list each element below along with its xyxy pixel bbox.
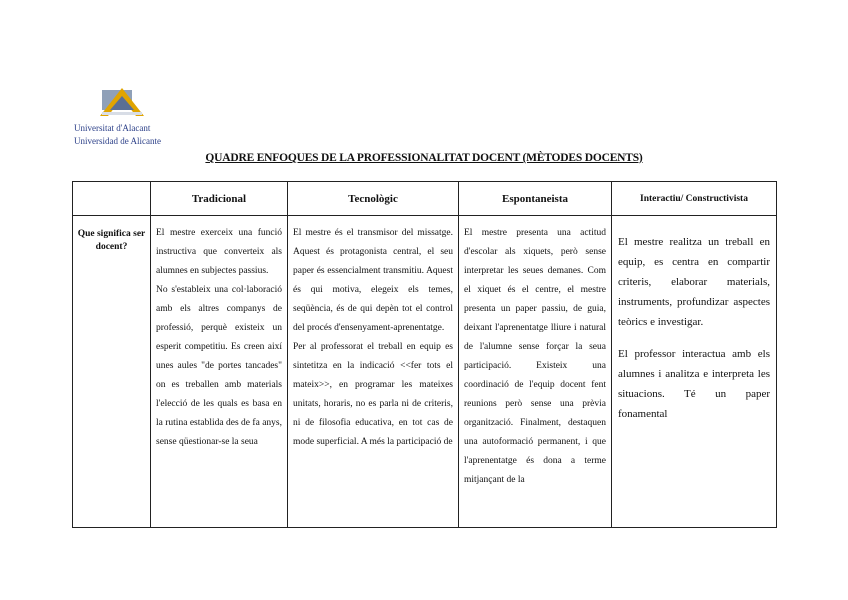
methods-table <box>72 181 777 528</box>
cell-paragraph: El mestre realitza un treball en equip, es centra en compartir criteris, elaborar materials, instruments, profundizar aspectes teòrics e investigar. <box>618 236 770 328</box>
table-header-row <box>73 182 777 216</box>
header-tradicional: Tradicional <box>151 182 288 216</box>
cell-paragraph: Per al professorat el treball en equip es sintetitza en la indicació <<fer tots el mateix>>, en programar les mateixes unitats, horaris, no es parla ni de criteris, ni de filosofia educativa, en tot cas de mode superficial. A més la participació de <box>293 342 453 447</box>
cell-paragraph: No s'estableix una col·laboració amb els altres companys de professió, perquè existeix un esperit competitiu. Es creen així unes aules "de portes tancades" on es treballen amb materials l'elecció de les quals es basa en la rutina establida des de fa anys, sense qüestionar-se la seua <box>156 285 282 447</box>
cell-paragraph: El professor interactua amb els alumnes i analitza e interpreta les situacions. Té un paper fonamental <box>618 348 770 420</box>
header-interactiu: Interactiu/ Constructivista <box>612 182 777 216</box>
university-name-ca: Universitat d'Alacant <box>74 123 151 133</box>
university-logo-icon <box>98 82 146 120</box>
cell-espontaneista <box>459 216 612 528</box>
document-title: QUADRE ENFOQUES DE LA PROFESSIONALITAT DOCENT (MÈTODES DOCENTS) <box>205 152 643 164</box>
cell-paragraph: El mestre exerceix una funció instructiva que converteix als alumnes en subjectes passius. <box>156 228 282 276</box>
cell-tecnologic <box>288 216 459 528</box>
header-tecnologic: Tecnològic <box>288 182 459 216</box>
cell-paragraph: El mestre és el transmisor del missatge. Aquest és protagonista central, el seu paper és essencialment transmitiu. Aquest és qui motiva, elegeix els temes, seqüència, és de qui depèn tot el control del procés d'ensenyament-aprenentatge. <box>293 228 453 333</box>
table-row <box>73 216 777 528</box>
university-name-es: Universidad de Alicante <box>74 136 161 146</box>
row-label: Que significa ser docent? <box>73 216 151 528</box>
cell-interactiu <box>612 216 777 528</box>
header-empty <box>73 182 151 216</box>
header-espontaneista: Espontaneista <box>459 182 612 216</box>
cell-tradicional <box>151 216 288 528</box>
university-logo <box>74 82 174 146</box>
cell-paragraph: El mestre presenta una actitud d'escolar als xiquets, però sense interpretar les seues demanes. Com el xiquet és el centre, el mestre presenta un paper passiu, de guia, deixant l'aprenentatge lliure i natural de l'alumne sense forçar la seua participació. Existeix una coordinació de l'equip docent fent reunions però sense una prèvia organització. Finalment, destaquen una autoformació permanent, i que l'aprenentatge és dona a terme mitjançant de la <box>464 228 606 485</box>
